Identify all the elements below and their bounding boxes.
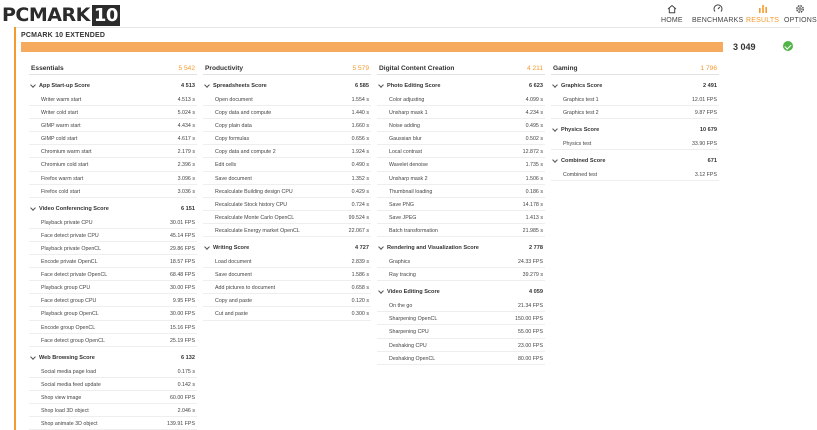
test-name: Shop load 3D object bbox=[41, 407, 89, 414]
result-row bbox=[377, 339, 545, 352]
left-accent-line bbox=[14, 27, 16, 430]
group-score: 5 542 bbox=[178, 65, 195, 72]
test-name: Social media feed update bbox=[41, 381, 101, 388]
test-value: 9.95 FPS bbox=[172, 298, 195, 305]
test-name: Save JPEG bbox=[389, 214, 417, 221]
sub-score-name: Spreadsheets Score bbox=[213, 83, 267, 89]
result-row bbox=[203, 255, 371, 268]
test-name: Cut and paste bbox=[215, 311, 248, 318]
result-row bbox=[377, 255, 545, 268]
result-row bbox=[29, 391, 197, 404]
result-row bbox=[377, 224, 545, 237]
group-score: 4 211 bbox=[526, 65, 543, 72]
test-name: Graphics test 1 bbox=[563, 97, 599, 103]
sub-score-header[interactable] bbox=[377, 79, 545, 93]
test-name: Copy data and compute bbox=[215, 110, 272, 117]
result-row bbox=[29, 242, 197, 255]
test-name: Chromium cold start bbox=[41, 162, 89, 169]
sub-score-header[interactable] bbox=[551, 79, 719, 93]
test-value: 0.175 s bbox=[177, 368, 195, 375]
test-name: Thumbnail loading bbox=[389, 188, 433, 195]
result-row bbox=[29, 378, 197, 391]
result-row bbox=[377, 158, 545, 171]
test-name: Add pictures to document bbox=[215, 285, 276, 292]
test-name: Social media page load bbox=[41, 368, 97, 375]
result-row bbox=[377, 172, 545, 185]
chevron-down-icon bbox=[30, 205, 36, 211]
benchmark-title: PCMARK 10 EXTENDED bbox=[21, 32, 106, 39]
top-bar bbox=[0, 0, 817, 27]
test-name: Open document bbox=[215, 97, 253, 103]
test-value: 1.440 s bbox=[351, 110, 369, 117]
test-value: 0.495 s bbox=[525, 123, 543, 130]
sub-score-header[interactable] bbox=[29, 202, 197, 216]
test-value: 21.985 s bbox=[522, 227, 543, 234]
test-value: 0.142 s bbox=[177, 381, 195, 388]
test-name: Copy plain data bbox=[215, 123, 252, 130]
sub-score-header[interactable] bbox=[551, 123, 719, 137]
test-name: Unsharp mask 2 bbox=[389, 175, 428, 182]
result-row bbox=[29, 417, 197, 430]
sub-score-name: Video Conferencing Score bbox=[39, 205, 109, 212]
chevron-down-icon bbox=[378, 82, 384, 88]
test-value: 3.036 s bbox=[177, 188, 195, 195]
result-group bbox=[551, 61, 719, 181]
result-row bbox=[203, 119, 371, 132]
result-row bbox=[203, 132, 371, 145]
result-row bbox=[377, 268, 545, 281]
test-value: 4.513 s bbox=[177, 97, 195, 103]
result-row bbox=[203, 281, 371, 294]
result-group bbox=[29, 61, 197, 430]
test-value: 30.01 FPS bbox=[169, 219, 195, 226]
result-row bbox=[377, 119, 545, 132]
sub-score-name: Photo Editing Score bbox=[387, 83, 441, 89]
test-value: 0.429 s bbox=[351, 188, 369, 195]
test-name: Recalculate Stock history CPU bbox=[215, 201, 288, 208]
test-name: Color adjusting bbox=[389, 97, 425, 103]
sub-score-name: Video Editing Score bbox=[387, 289, 440, 296]
test-value: 99.524 s bbox=[348, 214, 369, 221]
group-header bbox=[551, 61, 719, 75]
test-name: Gaussian blur bbox=[389, 136, 422, 143]
test-name: Save PNG bbox=[389, 201, 415, 208]
test-name: Wavelet denoise bbox=[389, 162, 428, 169]
logo-number: 10 bbox=[93, 5, 118, 26]
test-value: 30.00 FPS bbox=[169, 285, 195, 292]
sub-score-value: 671 bbox=[707, 158, 717, 165]
test-value: 0.120 s bbox=[351, 298, 369, 305]
group-header bbox=[29, 61, 197, 75]
result-row bbox=[377, 299, 545, 312]
test-name: Playback private CPU bbox=[41, 219, 93, 226]
sub-score-header[interactable] bbox=[203, 241, 371, 255]
test-value: 4.617 s bbox=[177, 136, 195, 143]
test-name: Encode group OpenCL bbox=[41, 324, 96, 331]
result-row bbox=[29, 185, 197, 198]
test-name: Recalculate Monte Carlo OpenCL bbox=[215, 214, 295, 221]
test-value: 1.352 s bbox=[351, 175, 369, 182]
test-name: Physics test bbox=[563, 141, 592, 148]
result-row bbox=[203, 185, 371, 198]
chevron-down-icon bbox=[552, 82, 558, 88]
test-name: Playback group OpenCL bbox=[41, 311, 99, 318]
test-name: Deshaking CPU bbox=[389, 342, 427, 349]
result-row bbox=[29, 172, 197, 185]
sub-score-value: 6 151 bbox=[181, 205, 195, 212]
test-value: 22.067 s bbox=[348, 227, 369, 234]
chevron-down-icon bbox=[204, 82, 210, 88]
result-row bbox=[29, 404, 197, 417]
test-name: Graphics bbox=[389, 259, 411, 266]
group-score: 5 579 bbox=[352, 65, 369, 72]
test-name: Face detect private OpenCL bbox=[41, 272, 108, 279]
test-value: 1.735 s bbox=[525, 162, 543, 169]
test-name: Playback private OpenCL bbox=[41, 245, 102, 252]
chevron-down-icon bbox=[552, 157, 558, 163]
test-value: 12.01 FPS bbox=[691, 97, 717, 103]
sub-score-value: 4 059 bbox=[529, 289, 543, 296]
test-value: 23.00 FPS bbox=[517, 342, 543, 349]
sub-score-name: Graphics Score bbox=[561, 83, 603, 89]
test-value: 21.34 FPS bbox=[517, 303, 543, 310]
nav-home[interactable] bbox=[661, 3, 683, 24]
result-row bbox=[29, 158, 197, 171]
test-value: 15.16 FPS bbox=[169, 324, 195, 331]
result-row bbox=[377, 93, 545, 106]
test-name: Ray tracing bbox=[389, 272, 416, 279]
result-row bbox=[29, 294, 197, 307]
sub-score-header[interactable] bbox=[29, 351, 197, 365]
test-name: Load document bbox=[215, 259, 252, 266]
test-name: Shop animate 3D object bbox=[41, 421, 98, 428]
score-bar-fill bbox=[21, 42, 723, 52]
test-name: Recalculate Building design CPU bbox=[215, 188, 293, 195]
result-group bbox=[203, 61, 371, 321]
result-row bbox=[29, 119, 197, 132]
test-value: 45.14 FPS bbox=[169, 232, 195, 239]
test-name: Edit cells bbox=[215, 162, 237, 169]
test-value: 150.00 FPS bbox=[515, 316, 543, 323]
sub-score-value: 2 778 bbox=[529, 245, 543, 252]
result-row bbox=[29, 307, 197, 320]
result-row bbox=[203, 172, 371, 185]
group-name: Gaming bbox=[553, 65, 578, 72]
test-value: 0.656 s bbox=[351, 136, 369, 143]
sub-score-name: Writing Score bbox=[213, 245, 250, 252]
test-value: 0.724 s bbox=[351, 201, 369, 208]
logo-text: PCMARK bbox=[2, 4, 90, 26]
chevron-down-icon bbox=[378, 244, 384, 250]
test-name: Combined test bbox=[563, 172, 598, 179]
test-value: 2.179 s bbox=[177, 149, 195, 156]
test-value: 1.660 s bbox=[351, 123, 369, 130]
test-value: 2.396 s bbox=[177, 162, 195, 169]
sub-score-value: 2 491 bbox=[703, 83, 717, 89]
test-name: Copy data and compute 2 bbox=[215, 149, 276, 156]
sub-score-name: Physics Score bbox=[561, 127, 600, 134]
test-name: Writer cold start bbox=[41, 110, 78, 117]
sub-score-name: Combined Score bbox=[561, 158, 606, 165]
test-value: 14.178 s bbox=[522, 201, 543, 208]
group-header bbox=[203, 61, 371, 75]
sub-score-value: 4 513 bbox=[181, 83, 195, 89]
nav-results-label: RESULTS bbox=[746, 17, 780, 24]
result-row bbox=[203, 158, 371, 171]
test-name: Recalculate Energy market OpenCL bbox=[215, 227, 300, 234]
result-row bbox=[377, 312, 545, 325]
test-value: 80.00 FPS bbox=[517, 355, 543, 362]
test-name: Encode private OpenCL bbox=[41, 259, 98, 266]
group-score: 1 796 bbox=[700, 65, 717, 72]
test-name: Local contrast bbox=[389, 149, 422, 156]
sub-score-header[interactable] bbox=[29, 79, 197, 93]
score-bar bbox=[21, 42, 723, 52]
result-row bbox=[377, 352, 545, 365]
sub-score-value: 6 585 bbox=[355, 83, 369, 89]
test-value: 0.658 s bbox=[351, 285, 369, 292]
result-row bbox=[29, 365, 197, 378]
test-value: 30.00 FPS bbox=[169, 311, 195, 318]
result-row bbox=[551, 137, 719, 150]
group-header bbox=[377, 61, 545, 75]
result-row bbox=[203, 145, 371, 158]
total-score: 3 049 bbox=[733, 42, 756, 52]
test-value: 0.300 s bbox=[351, 311, 369, 318]
test-value: 0.490 s bbox=[351, 162, 369, 169]
test-value: 24.33 FPS bbox=[517, 259, 543, 266]
nav-benchmarks[interactable] bbox=[692, 3, 743, 24]
test-name: Face detect group OpenCL bbox=[41, 337, 105, 344]
chevron-down-icon bbox=[30, 82, 36, 88]
chevron-down-icon bbox=[204, 244, 210, 250]
sub-score-header[interactable] bbox=[377, 241, 545, 255]
result-row bbox=[29, 255, 197, 268]
header-divider bbox=[16, 27, 800, 28]
home-icon bbox=[667, 3, 677, 15]
test-value: 4.099 s bbox=[525, 97, 543, 103]
test-value: 4.234 s bbox=[525, 110, 543, 117]
test-value: 1.586 s bbox=[351, 272, 369, 279]
test-name: Save document bbox=[215, 175, 252, 182]
test-name: Firefox warm start bbox=[41, 175, 84, 182]
test-value: 39.279 s bbox=[522, 272, 543, 279]
sub-score-name: Rendering and Visualization Score bbox=[387, 245, 479, 252]
sub-score-value: 10 679 bbox=[699, 127, 717, 134]
test-name: GIMP warm start bbox=[41, 123, 81, 130]
result-row bbox=[203, 106, 371, 119]
test-name: Deshaking OpenCL bbox=[389, 355, 436, 362]
test-value: 18.57 FPS bbox=[169, 259, 195, 266]
result-row bbox=[29, 268, 197, 281]
result-row bbox=[377, 145, 545, 158]
test-name: Unsharp mask 1 bbox=[389, 110, 428, 117]
group-name: Digital Content Creation bbox=[379, 65, 455, 72]
result-row bbox=[203, 268, 371, 281]
test-name: Noise adding bbox=[389, 123, 420, 130]
test-name: Writer warm start bbox=[41, 97, 82, 103]
result-row bbox=[203, 294, 371, 307]
test-name: Face detect private CPU bbox=[41, 232, 99, 239]
options-icon bbox=[795, 3, 805, 15]
test-name: Save document bbox=[215, 272, 252, 279]
test-name: Sharpening CPU bbox=[389, 329, 429, 336]
results-icon bbox=[758, 3, 768, 15]
test-value: 55.00 FPS bbox=[517, 329, 543, 336]
result-row bbox=[377, 325, 545, 338]
test-value: 3.12 FPS bbox=[694, 172, 717, 179]
test-value: 68.48 FPS bbox=[169, 272, 195, 279]
result-row bbox=[377, 198, 545, 211]
result-row bbox=[29, 145, 197, 158]
test-value: 0.502 s bbox=[525, 136, 543, 143]
test-name: Face detect group CPU bbox=[41, 298, 97, 305]
result-row bbox=[29, 132, 197, 145]
result-row bbox=[203, 307, 371, 320]
result-row bbox=[377, 132, 545, 145]
nav-options-label: OPTIONS bbox=[784, 17, 817, 24]
test-name: Copy formulas bbox=[215, 136, 250, 143]
nav-options[interactable] bbox=[784, 3, 817, 24]
test-value: 5.024 s bbox=[177, 110, 195, 117]
test-value: 4.434 s bbox=[177, 123, 195, 130]
test-value: 29.86 FPS bbox=[169, 245, 195, 252]
test-value: 2.839 s bbox=[351, 259, 369, 266]
result-row bbox=[29, 93, 197, 106]
result-row bbox=[377, 106, 545, 119]
sub-score-header[interactable] bbox=[377, 285, 545, 299]
check-icon bbox=[783, 41, 793, 51]
sub-score-header[interactable] bbox=[551, 154, 719, 168]
sub-score-name: Web Browsing Score bbox=[39, 354, 95, 361]
test-value: 25.19 FPS bbox=[169, 337, 195, 344]
test-value: 60.00 FPS bbox=[169, 394, 195, 401]
test-value: 1.554 s bbox=[351, 97, 369, 103]
test-value: 9.87 FPS bbox=[694, 110, 717, 117]
test-value: 3.096 s bbox=[177, 175, 195, 182]
result-row bbox=[203, 224, 371, 237]
test-name: Graphics test 2 bbox=[563, 110, 599, 117]
result-row bbox=[377, 185, 545, 198]
test-name: Copy and paste bbox=[215, 298, 253, 305]
result-row bbox=[551, 106, 719, 119]
pcmark-logo bbox=[2, 4, 120, 26]
result-row bbox=[551, 168, 719, 181]
result-row bbox=[203, 211, 371, 224]
result-row bbox=[29, 106, 197, 119]
result-row bbox=[29, 281, 197, 294]
test-value: 139.91 FPS bbox=[167, 421, 195, 428]
test-name: Sharpening OpenCL bbox=[389, 316, 438, 323]
test-name: On the go bbox=[389, 303, 413, 310]
group-name: Essentials bbox=[31, 65, 64, 72]
test-value: 0.186 s bbox=[525, 188, 543, 195]
test-value: 12.872 s bbox=[522, 149, 543, 156]
test-name: Chromium warm start bbox=[41, 149, 92, 156]
benchmarks-icon bbox=[713, 3, 723, 15]
result-row bbox=[29, 334, 197, 347]
result-group bbox=[377, 61, 545, 365]
sub-score-value: 4 727 bbox=[355, 245, 369, 252]
test-value: 1.506 s bbox=[525, 175, 543, 182]
result-row bbox=[203, 93, 371, 106]
result-row bbox=[29, 321, 197, 334]
nav-results[interactable] bbox=[746, 3, 779, 24]
group-name: Productivity bbox=[205, 65, 244, 72]
test-name: Firefox cold start bbox=[41, 188, 81, 195]
chevron-down-icon bbox=[30, 354, 36, 360]
test-value: 2.046 s bbox=[177, 407, 195, 414]
result-row bbox=[29, 216, 197, 229]
chevron-down-icon bbox=[552, 126, 558, 132]
test-name: Playback group CPU bbox=[41, 285, 91, 292]
test-name: Shop view image bbox=[41, 394, 82, 401]
test-name: GIMP cold start bbox=[41, 136, 78, 143]
result-row bbox=[203, 198, 371, 211]
result-row bbox=[29, 229, 197, 242]
sub-score-value: 6 623 bbox=[529, 83, 543, 89]
nav-benchmarks-label: BENCHMARKS bbox=[692, 17, 744, 24]
nav-home-label: HOME bbox=[661, 17, 683, 24]
test-value: 1.924 s bbox=[351, 149, 369, 156]
test-value: 1.413 s bbox=[525, 214, 543, 221]
result-row bbox=[377, 211, 545, 224]
sub-score-name: App Start-up Score bbox=[39, 83, 90, 89]
sub-score-value: 6 132 bbox=[181, 354, 195, 361]
chevron-down-icon bbox=[378, 288, 384, 294]
result-row bbox=[551, 93, 719, 106]
sub-score-header[interactable] bbox=[203, 79, 371, 93]
test-name: Batch transformation bbox=[389, 227, 438, 234]
test-value: 33.90 FPS bbox=[691, 141, 717, 148]
